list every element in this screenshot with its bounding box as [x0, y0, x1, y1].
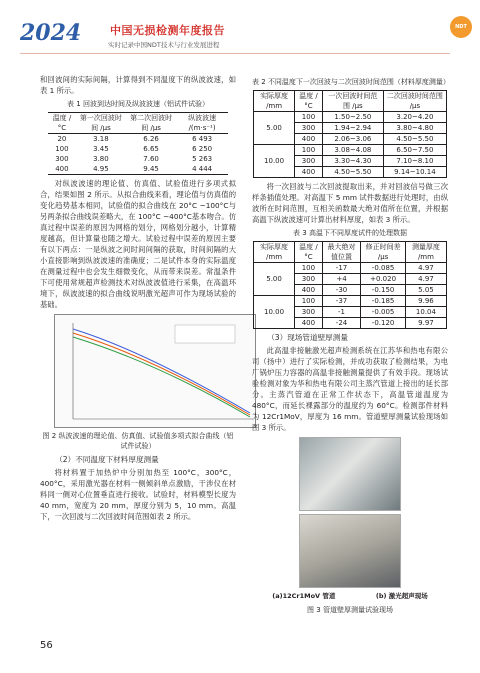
table-cell: 5.05 [405, 285, 446, 296]
table-cell: -37 [322, 296, 361, 307]
table-cell: 5 263 [192, 155, 213, 163]
table1-header-cell: 纵波波速 /(m·s⁻¹) [176, 113, 228, 134]
table3 [253, 241, 447, 329]
table-cell: 4.97 [405, 274, 446, 285]
table-cell: 3.30~4.30 [322, 156, 383, 167]
table3-header-cell: 温度 /°C [295, 242, 323, 263]
table-cell: 100 [295, 263, 323, 274]
table-row [254, 263, 447, 274]
table-cell: 1.94~2.94 [322, 123, 383, 134]
table-cell: 3.80~4.80 [383, 123, 446, 134]
table-cell: 6 493 [192, 135, 213, 143]
left-column [40, 74, 236, 522]
table-cell: 9.14~10.14 [383, 167, 446, 178]
table-cell: 7.60 [143, 155, 159, 163]
table-row [254, 296, 447, 307]
table-cell: -0.185 [361, 296, 406, 307]
table-cell: -0.085 [361, 263, 406, 274]
table-row [48, 164, 228, 175]
table2-caption: 表 2 不同温度下一次回波与二次回波时间范围（材料厚度测量） [252, 78, 450, 86]
table-cell: +4 [322, 274, 361, 285]
table-cell: 4.50~5.50 [383, 134, 446, 145]
table-cell: -1 [322, 307, 361, 318]
pipe-photo [299, 437, 401, 511]
table-cell: 6 250 [192, 145, 213, 153]
table3-header-cell: 最大绝对值位置 [322, 242, 361, 263]
table3-header-cell: 修正时间差 /μs [361, 242, 406, 263]
fig2-caption: 图 2 纵波波速的理论值、仿真值、试验值多项式拟合曲线（铝试件试验） [42, 432, 234, 450]
table-row [48, 154, 228, 164]
thickness-cell: 10.00 [254, 296, 295, 329]
table-cell: 9.96 [405, 296, 446, 307]
table-cell: 3.20~4.20 [383, 112, 446, 123]
table-cell: 6.26 [143, 135, 159, 143]
table-cell: 300 [295, 156, 323, 167]
table-cell: 300 [295, 274, 323, 285]
table1-header-cell: 第二次回波时间 /μs [126, 113, 176, 134]
table1-header-cell: 第一次回波时间 /μs [76, 113, 126, 134]
photo-a-label: (a)12Cr1MoV 管道 [272, 592, 336, 600]
fig3-sublabels [252, 591, 448, 602]
table-cell: 300 [55, 155, 69, 163]
table-cell: 400 [295, 285, 323, 296]
section-2-heading: （2）不同温度下材料厚度测量 [55, 455, 159, 464]
table-cell: +0.020 [361, 274, 406, 285]
table2 [253, 90, 447, 178]
laser-site-photo [299, 514, 401, 588]
fig3-photos [252, 437, 448, 591]
right-paragraph-5: 此高温非接触激光超声检测系统在江苏华和热电有限公司（扬中）进行了实际检测，并成功获取了检测结果，为电厂锅炉压力容器的高温非接触测量提供了有效手段。现场试验检测对象为华和热电有限公司主蒸汽管道上接出的延长部分。主蒸汽管道在正常工作状态下，高温管道温度为 480°C，而延长裸露部分的温度约为 60°C。检测部件材料为 12Cr1MoV，厚度为 16 mm。管道壁厚测量试验现场如图 3 所示。 [252, 346, 448, 432]
table-cell: 100 [295, 145, 323, 156]
table-cell: 3.80 [93, 155, 109, 163]
table-cell: 400 [295, 134, 323, 145]
table3-header-cell: 实际厚度 /mm [254, 242, 295, 263]
fig2-chart-svg [55, 315, 255, 427]
table-cell: -0.120 [361, 318, 406, 329]
thickness-cell: 10.00 [254, 145, 295, 178]
header-subtitle: 实时记录中国NDT技术与行业发展进程 [108, 41, 220, 49]
right-column [252, 74, 448, 618]
table-cell: 300 [295, 307, 323, 318]
photo-b-label: (b) 激光超声现场 [375, 592, 428, 600]
table-cell: 300 [295, 123, 323, 134]
section-3-heading: （3）现场管道壁厚测量 [267, 333, 348, 342]
table-cell: -17 [322, 263, 361, 274]
table-cell: -30 [322, 285, 361, 296]
table-cell: 400 [295, 167, 323, 178]
table-cell: 100 [55, 145, 69, 153]
table-cell: -0.150 [361, 285, 406, 296]
table-cell: 6.50~7.50 [383, 145, 446, 156]
table-row [48, 144, 228, 154]
table-row [254, 112, 447, 123]
table-cell: 9.97 [405, 318, 446, 329]
table-cell: 7.10~8.10 [383, 156, 446, 167]
table1-caption: 表 1 回波到达时间及纵波波速（铝试件试验） [67, 100, 209, 108]
fig3-caption: 图 3 管道壁厚测量试验现场 [307, 606, 393, 614]
header-year: 2024 [20, 20, 82, 46]
thickness-cell: 5.00 [254, 263, 295, 296]
table-cell: 4.95 [93, 165, 109, 173]
table-cell: 3.45 [93, 145, 109, 153]
table-cell: 9.45 [143, 165, 159, 173]
table2-header-cell: 二次回波时间范围 /μs [383, 91, 446, 112]
thickness-cell: 5.00 [254, 112, 295, 145]
table-cell: 400 [295, 318, 323, 329]
table-cell: 4.97 [405, 263, 446, 274]
table-cell: 2.06~3.06 [322, 134, 383, 145]
table-cell: 6.65 [143, 145, 159, 153]
legend-box [175, 325, 235, 343]
left-paragraph-2: 对纵波波速的理论值、仿真值、试验值进行多项式拟合，结果如图 2 所示。从拟合曲线来看，理论值与仿真值的变化趋势基本相同，试验值的拟合曲线在 20°C ~100°C与另两条拟合曲线误差略大，在 100°C ~400°C基本吻合。仿真过程中误差的原因为网格的划分，网格划分越小，计算精度越高，但计算量也随之增大。试验过程中误差的原因主要有以下两点：一是纵波之间时间间隔的获取，时间间隔的大小直接影响到纵波波速的准确度；二是试件本身的实际温度在测量过程中也会发生细微变化，从而带来误差。常温条件下可使用常规超声检测技术对纵波波值进行采集，在高温环境下，纵波波速的拟合曲线说明激光超声可作为现场试验的基础。 [40, 179, 236, 309]
table2-header-cell: 一次回波时间范围 /μs [322, 91, 383, 112]
table-cell: 4 444 [192, 165, 213, 173]
fig2-chart [54, 314, 256, 428]
table-cell: 10.04 [405, 307, 446, 318]
table-cell: 400 [55, 165, 69, 173]
table-cell: -0.005 [361, 307, 406, 318]
ndt-logo-icon: NDT [450, 16, 472, 38]
table1-header-cell: 温度 /°C [48, 113, 76, 134]
table2-header-cell: 实际厚度 /mm [254, 91, 295, 112]
page-number: 56 [40, 640, 53, 651]
left-paragraph-1: 和回波间的实际间隔，计算得到不同温度下的纵波波速，如表 1 所示。 [40, 75, 236, 95]
table-cell: -24 [322, 318, 361, 329]
table-cell: 20 [57, 135, 67, 143]
header-divider [20, 53, 450, 54]
table1 [48, 112, 228, 175]
table-cell: 4.50~5.50 [322, 167, 383, 178]
table-cell: 3.08~4.08 [322, 145, 383, 156]
table-cell: 1.50~2.50 [322, 112, 383, 123]
table-cell: 3.18 [93, 135, 109, 143]
table3-caption: 表 3 高温下不同厚度试件的处理数据 [293, 229, 407, 237]
table3-header-cell: 测量厚度 /mm [405, 242, 446, 263]
left-paragraph-3: 将材料置于加热炉中分别加热至 100°C，300°C，400°C，采用激光器在材料一侧倾斜单点激励，干涉仪在材料同一侧对心位置垂直进行接收。试验时，材料模型长度为 40 mm，宽度为 20 mm，厚度分别为 5，10 mm。高温下，一次回波与二次回波时间范围如表 2 所示。 [40, 468, 236, 521]
table-cell: 100 [295, 296, 323, 307]
table-row [254, 145, 447, 156]
right-paragraph-4: 将一次回波与二次回波提取出来，并对回波信号做三次样条插值处理。对高温下 5 mm 试件数据进行处理时，由纵波所在时间范围，互相关函数最大绝对值所在位置，并根据高温下纵波波速可计算出材料厚度，如表 3 所示。 [252, 182, 448, 224]
table2-header-cell: 温度 /°C [295, 91, 323, 112]
page-header [0, 0, 480, 60]
fitted-curve-3 [73, 337, 250, 417]
table-row [48, 134, 228, 145]
header-title: 中国无损检测年度报告 [110, 24, 225, 37]
table-cell: 100 [295, 112, 323, 123]
